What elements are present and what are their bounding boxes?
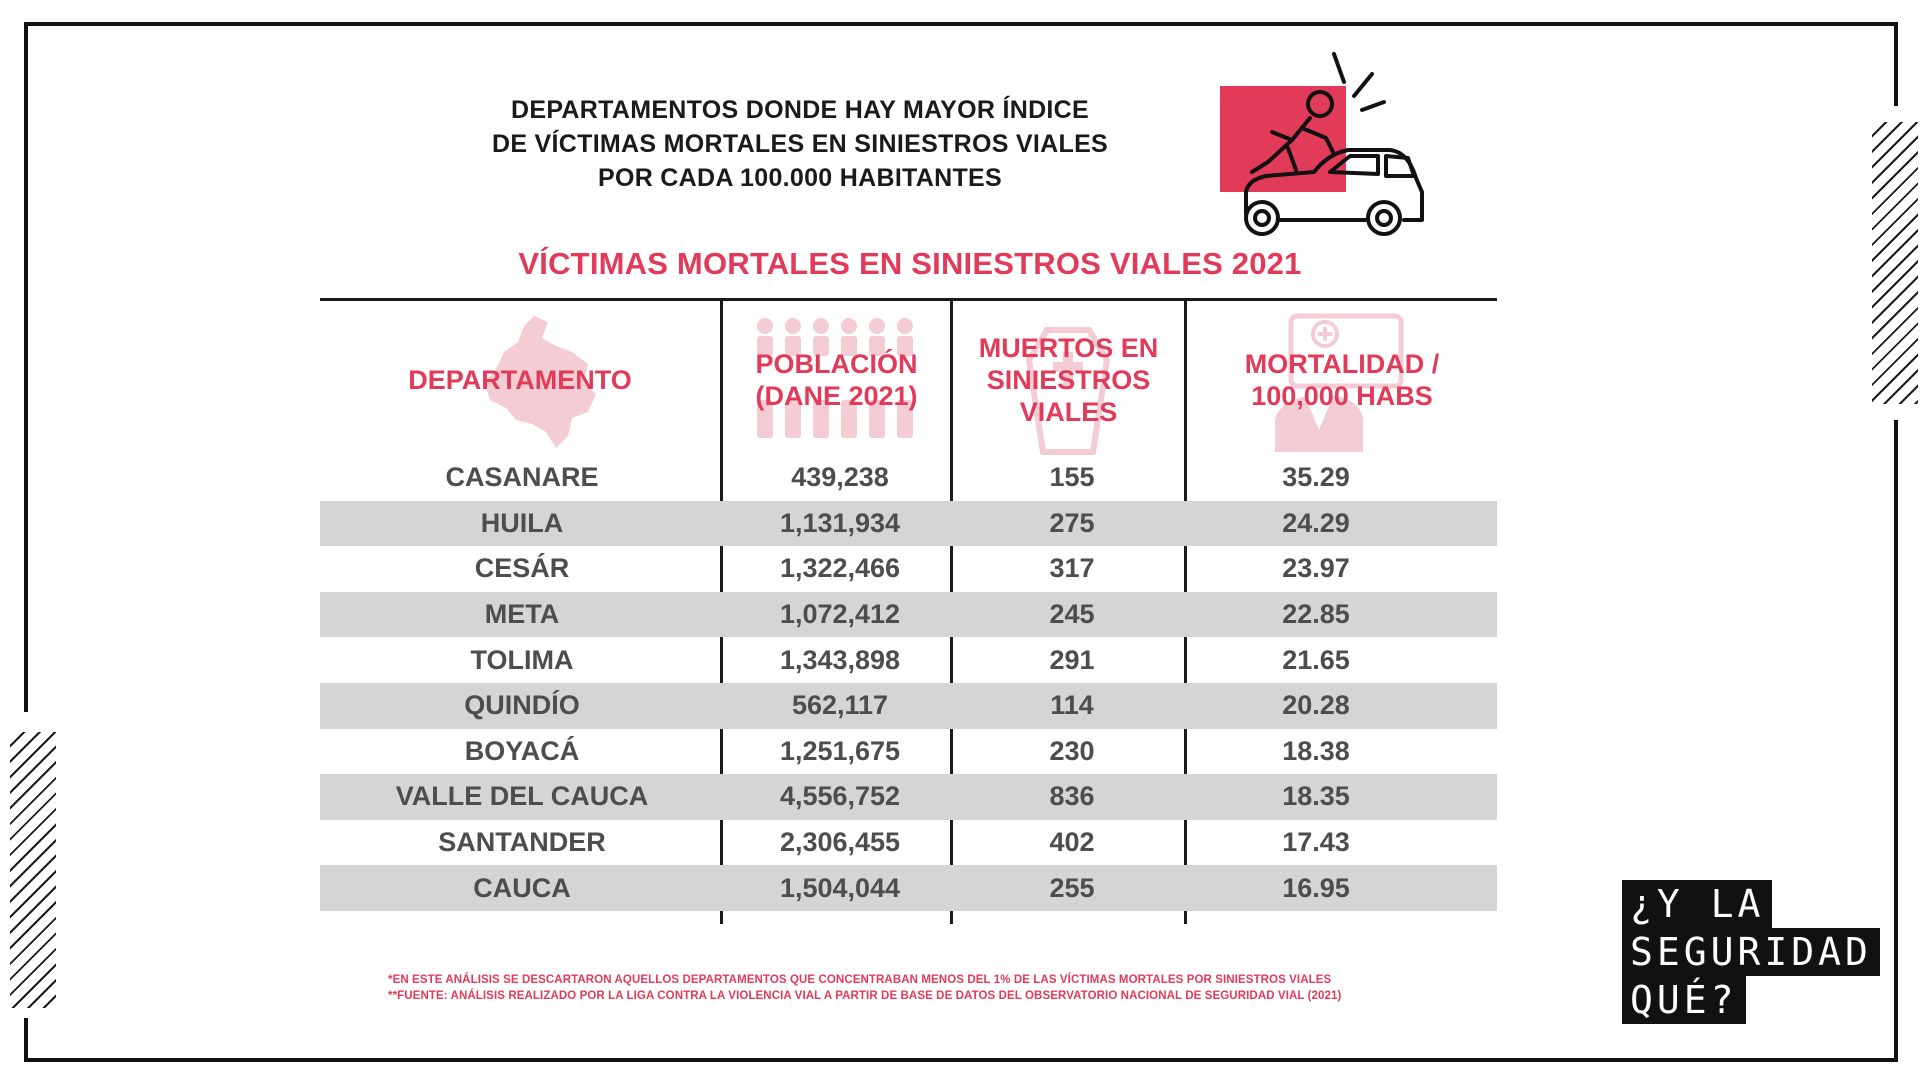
- hatch-decoration-left: [10, 732, 56, 1008]
- header-muertos: [953, 300, 1184, 460]
- cell-poblacion: 1,072,412: [779, 599, 901, 630]
- table-row: [320, 683, 1497, 729]
- table-row: [320, 729, 1497, 775]
- table-row: [320, 592, 1497, 638]
- cell-muertos: 317: [1049, 553, 1095, 584]
- cell-departamento: VALLE DEL CAUCA: [395, 781, 649, 812]
- header-mortalidad: [1187, 300, 1497, 460]
- brand-logo: [1622, 880, 1880, 1024]
- cell-poblacion: 562,117: [791, 690, 889, 721]
- cell-poblacion: 1,131,934: [779, 507, 901, 538]
- table-body: [320, 455, 1497, 911]
- cell-poblacion: 439,238: [791, 462, 889, 493]
- table-row: [320, 865, 1497, 911]
- cell-mortalidad: 17.43: [1282, 827, 1350, 858]
- frame-left-top: [24, 22, 28, 712]
- header-mortalidad-label: MORTALIDAD / 100,000 HABS: [1244, 349, 1440, 411]
- cell-muertos: 245: [1049, 599, 1095, 630]
- table-subtitle: VÍCTIMAS MORTALES EN SINIESTROS VIALES 2021: [518, 246, 1302, 281]
- cell-muertos: 275: [1049, 507, 1095, 538]
- table-row: [320, 501, 1497, 547]
- cell-mortalidad: 24.29: [1282, 507, 1350, 538]
- cell-poblacion: 1,251,675: [779, 735, 901, 766]
- brand-line-3: QUÉ?: [1622, 976, 1746, 1024]
- cell-muertos: 836: [1049, 781, 1095, 812]
- table-row: [320, 774, 1497, 820]
- cell-mortalidad: 21.65: [1282, 644, 1350, 675]
- brand-line-2: SEGURIDAD: [1622, 928, 1880, 976]
- cell-mortalidad: 18.35: [1282, 781, 1350, 812]
- table-row: [320, 820, 1497, 866]
- cell-poblacion: 2,306,455: [779, 827, 901, 858]
- cell-departamento: CAUCA: [473, 872, 571, 903]
- frame-left-bottom: [24, 1018, 28, 1062]
- cell-mortalidad: 22.85: [1282, 599, 1350, 630]
- cell-poblacion: 1,343,898: [779, 644, 901, 675]
- header-poblacion-label: POBLACIÓN (DANE 2021): [755, 349, 918, 411]
- hatch-decoration-right: [1872, 122, 1918, 404]
- header-muertos-label: MUERTOS EN SINIESTROS VIALES: [978, 333, 1159, 427]
- cell-departamento: CESÁR: [474, 553, 570, 584]
- cell-mortalidad: 23.97: [1282, 553, 1350, 584]
- cell-muertos: 255: [1049, 872, 1095, 903]
- cell-muertos: 114: [1050, 690, 1094, 721]
- cell-mortalidad: 18.38: [1282, 735, 1350, 766]
- frame-bottom: [24, 1058, 1898, 1062]
- cell-muertos: 291: [1049, 644, 1095, 675]
- cell-muertos: 230: [1049, 735, 1095, 766]
- cell-muertos: 402: [1049, 827, 1095, 858]
- table-row: [320, 637, 1497, 683]
- cell-departamento: CASANARE: [445, 462, 599, 493]
- cell-mortalidad: 20.28: [1282, 690, 1350, 721]
- cell-poblacion: 1,504,044: [779, 872, 901, 903]
- header-poblacion: [723, 300, 950, 460]
- cell-poblacion: 1,322,466: [779, 553, 901, 584]
- header-departamento: [320, 300, 720, 460]
- cell-departamento: TOLIMA: [470, 644, 574, 675]
- frame-top: [24, 22, 1898, 26]
- cell-departamento: HUILA: [480, 507, 564, 538]
- frame-right-bottom: [1894, 420, 1898, 1062]
- table-row: [320, 546, 1497, 592]
- page-title: DEPARTAMENTOS DONDE HAY MAYOR ÍNDICE DE VÍCTIMAS MORTALES EN SINIESTROS VIALES POR CADA 100.000 HABITANTES: [491, 96, 1109, 192]
- frame-right-top: [1894, 22, 1898, 106]
- cell-mortalidad: 16.95: [1282, 872, 1350, 903]
- footnote-exclusion: *EN ESTE ANÁLISIS SE DESCARTARON AQUELLOS DEPARTAMENTOS QUE CONCENTRABAN MENOS DEL 1% DE LAS VÍCTIMAS MORTALES POR SINIESTROS VIALES: [388, 974, 1332, 986]
- cell-departamento: SANTANDER: [438, 827, 606, 858]
- cell-muertos: 155: [1049, 462, 1095, 493]
- cell-departamento: QUINDÍO: [464, 690, 580, 721]
- table-row: [320, 455, 1497, 501]
- accident-icon: [1218, 52, 1428, 244]
- cell-departamento: BOYACÁ: [464, 735, 580, 766]
- footnote-source: **FUENTE: ANÁLISIS REALIZADO POR LA LIGA CONTRA LA VIOLENCIA VIAL A PARTIR DE BASE DE DATOS DEL OBSERVATORIO NACIONAL DE SEGURIDAD VIAL (2021): [388, 990, 1342, 1002]
- brand-line-1: ¿Y LA: [1622, 880, 1772, 928]
- cell-departamento: META: [484, 599, 560, 630]
- cell-mortalidad: 35.29: [1282, 462, 1350, 493]
- cell-poblacion: 4,556,752: [779, 781, 901, 812]
- header-departamento-label: DEPARTAMENTO: [408, 365, 632, 395]
